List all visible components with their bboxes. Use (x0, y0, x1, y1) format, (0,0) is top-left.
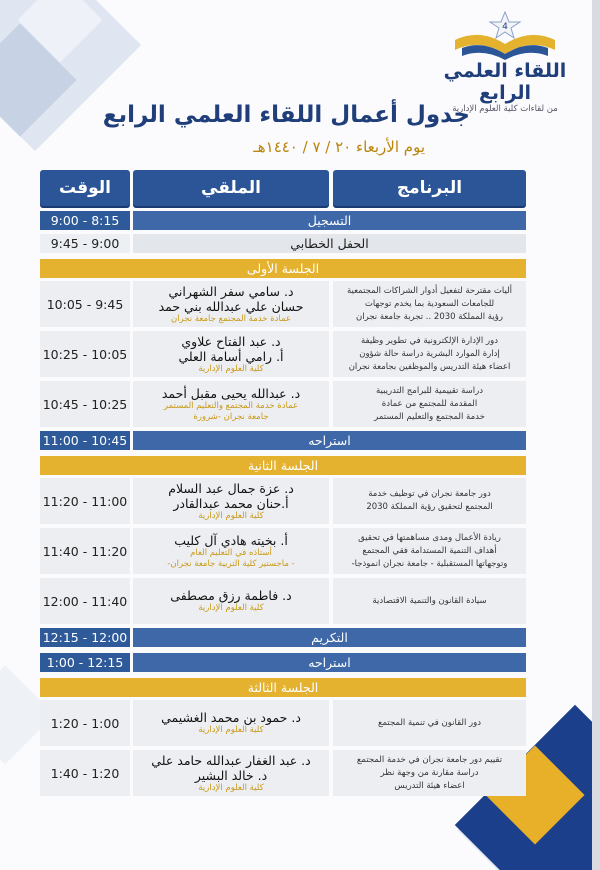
row-time: 9:00 - 8:15 (40, 211, 130, 230)
program-line: ريادة الأعمال ومدى مساهمتها في تحقيق (358, 532, 501, 543)
svg-text:4: 4 (502, 22, 508, 32)
table-row (40, 281, 526, 327)
program-line: دور الإدارة الإلكترونية في تطوير وظيفة (361, 335, 498, 346)
program-cell (333, 478, 526, 524)
row-time: 11:00 - 10:45 (40, 431, 130, 450)
program-cell (333, 331, 526, 377)
speaker-name: د. خالد البشير (194, 767, 268, 783)
speaker-name: د. فاطمة رزق مصطفى (170, 588, 292, 603)
speaker-cell (133, 700, 329, 746)
row-time: 1:00 - 12:15 (40, 653, 130, 672)
table-row (40, 331, 526, 377)
book-logo-icon (450, 10, 560, 62)
row-time: 10:25 - 10:05 (40, 331, 130, 377)
session-header-3: الجلسة الثالثة (40, 678, 526, 697)
program-cell (333, 700, 526, 746)
row-time: 12:15 - 12:00 (40, 628, 130, 647)
speaker-cell (133, 281, 329, 327)
logo-title: اللقاء العلمي الرابع (443, 60, 567, 104)
header-speaker: الملقي (133, 170, 329, 206)
program-line: دور القانون في تنمية المجتمع (377, 717, 482, 728)
row-label: الحفل الخطابي (133, 234, 526, 253)
speaker-name: د. عزة جمال عبد السلام (168, 480, 294, 496)
program-line: دور جامعة نجران في توظيف خدمة (368, 489, 491, 499)
row-label: استراحه (133, 653, 526, 672)
row-time: 1:20 - 1:00 (40, 700, 130, 746)
registration-row (40, 211, 526, 230)
program-line: المقدمة للمجتمع من عمادة (381, 398, 478, 409)
honoring-row (40, 628, 526, 647)
session-header-1: الجلسة الأولى (40, 259, 526, 278)
speaker-affiliation: أستاذه في التعليم العام (190, 547, 272, 558)
program-line: للجامعات السعودية بما يخدم توجهات (364, 298, 495, 309)
speaker-affiliation: كلية العلوم الإدارية (198, 782, 264, 793)
program-line: سيادة القانون والتنمية الاقتصادية (372, 595, 487, 606)
speaker-name: حسان علي عبدالله بني حمد (158, 298, 304, 314)
table-row (40, 750, 526, 796)
program-line: رؤية المملكة 2030 .. تجربة جامعة نجران (356, 311, 503, 322)
row-label: التسجيل (133, 211, 526, 230)
program-cell (333, 528, 526, 574)
header-program: البرنامج (333, 170, 526, 206)
program-line: إدارة الموارد البشرية دراسة حالة شؤون (359, 348, 500, 359)
speaker-cell (133, 331, 329, 377)
table-row (40, 381, 526, 427)
event-logo (430, 10, 580, 114)
speaker-cell (133, 528, 329, 574)
speaker-affiliation: كلية العلوم الإدارية (198, 510, 264, 521)
speaker-affiliation: عمادة خدمة المجتمع والتعليم المستمر (163, 400, 299, 411)
speaker-affiliation: - ماجستير كلية التربية جامعة نجران- (167, 558, 295, 569)
table-row (40, 478, 526, 524)
speaker-affiliation: عمادة خدمة المجتمع جامعة نجران (171, 313, 292, 324)
row-time: 10:05 - 9:45 (40, 281, 130, 327)
program-line: اعضاء هيئة التدريس (394, 780, 465, 791)
break-row (40, 431, 526, 450)
program-line: اعضاء هيئة التدريس والموظفين بجامعة نجران (348, 361, 511, 372)
program-line: دراسة تقييمية للبرامج التدريبية (375, 385, 484, 396)
event-date: يوم الأربعاء ٢٠ / ٧ / ١٤٤٠هـ (253, 138, 425, 156)
row-time: 9:45 - 9:00 (40, 234, 130, 253)
program-line: المجتمع لتحقيق رؤية المملكة 2030 (366, 502, 493, 512)
program-line: أهداف التنمية المستدامة فقي المجتمع (362, 545, 497, 556)
row-time: 12:00 - 11:40 (40, 578, 130, 624)
table-row (40, 700, 526, 746)
row-label: استراحه (133, 431, 526, 450)
speaker-affiliation: كلية العلوم الإدارية (198, 363, 264, 374)
program-cell (333, 578, 526, 624)
page-title: جدول أعمال اللقاء العلمي الرابع (102, 102, 470, 128)
program-line: وتوجهاتها المستقبلية - جامعة نجران انموذجا- (351, 558, 508, 569)
row-time: 11:20 - 11:00 (40, 478, 130, 524)
speaker-name: د. عبد الفتاح علاوي (181, 333, 281, 349)
table-row (40, 578, 526, 624)
program-line: تقييم دور جامعة نجران في خدمة المجتمع (356, 754, 503, 765)
speaker-name: أ.حنان محمد عبدالقادر (173, 495, 289, 511)
header-time: الوقت (40, 170, 130, 206)
program-cell (333, 281, 526, 327)
session-header-2: الجلسة الثانية (40, 456, 526, 475)
speaker-affiliation: كلية العلوم الإدارية (198, 725, 264, 735)
page-edge (592, 0, 600, 870)
row-time: 10:45 - 10:25 (40, 381, 130, 427)
speaker-affiliation: كلية العلوم الإدارية (198, 603, 264, 613)
program-line: خدمة المجتمع والتعليم المستمر (374, 411, 485, 422)
table-row (40, 528, 526, 574)
program-line: دراسة مقارنة من وجهة نظر (380, 767, 479, 778)
speaker-cell (133, 478, 329, 524)
row-label: التكريم (133, 628, 526, 647)
speaker-name: د. سامي سفر الشهراني (168, 283, 294, 299)
speaker-name: أ. رامي أسامة العلي (178, 348, 284, 364)
row-time: 11:40 - 11:20 (40, 528, 130, 574)
program-cell (333, 750, 526, 796)
program-cell (333, 381, 526, 427)
speaker-name: د. عبد الغفار عبدالله حامد علي (151, 752, 311, 768)
break-row (40, 653, 526, 672)
opening-ceremony-row (40, 234, 526, 253)
speaker-name: د. عبدالله يحيى مقبل أحمد (161, 385, 301, 401)
speaker-cell (133, 578, 329, 624)
speaker-cell (133, 381, 329, 427)
row-time: 1:40 - 1:20 (40, 750, 130, 796)
speaker-name: د. حمود بن محمد الغشيمي (161, 710, 301, 725)
speaker-name: أ. بخيته هادي آل كليب (174, 532, 288, 548)
program-line: أليات مقترحة لتفعيل أدوار الشراكات المجتمعية (346, 285, 513, 296)
speaker-affiliation: جامعة نجران -شرورة (193, 411, 269, 422)
speaker-cell (133, 750, 329, 796)
logo-subtitle: من لقاءات كلية العلوم الإدارية (452, 104, 558, 114)
